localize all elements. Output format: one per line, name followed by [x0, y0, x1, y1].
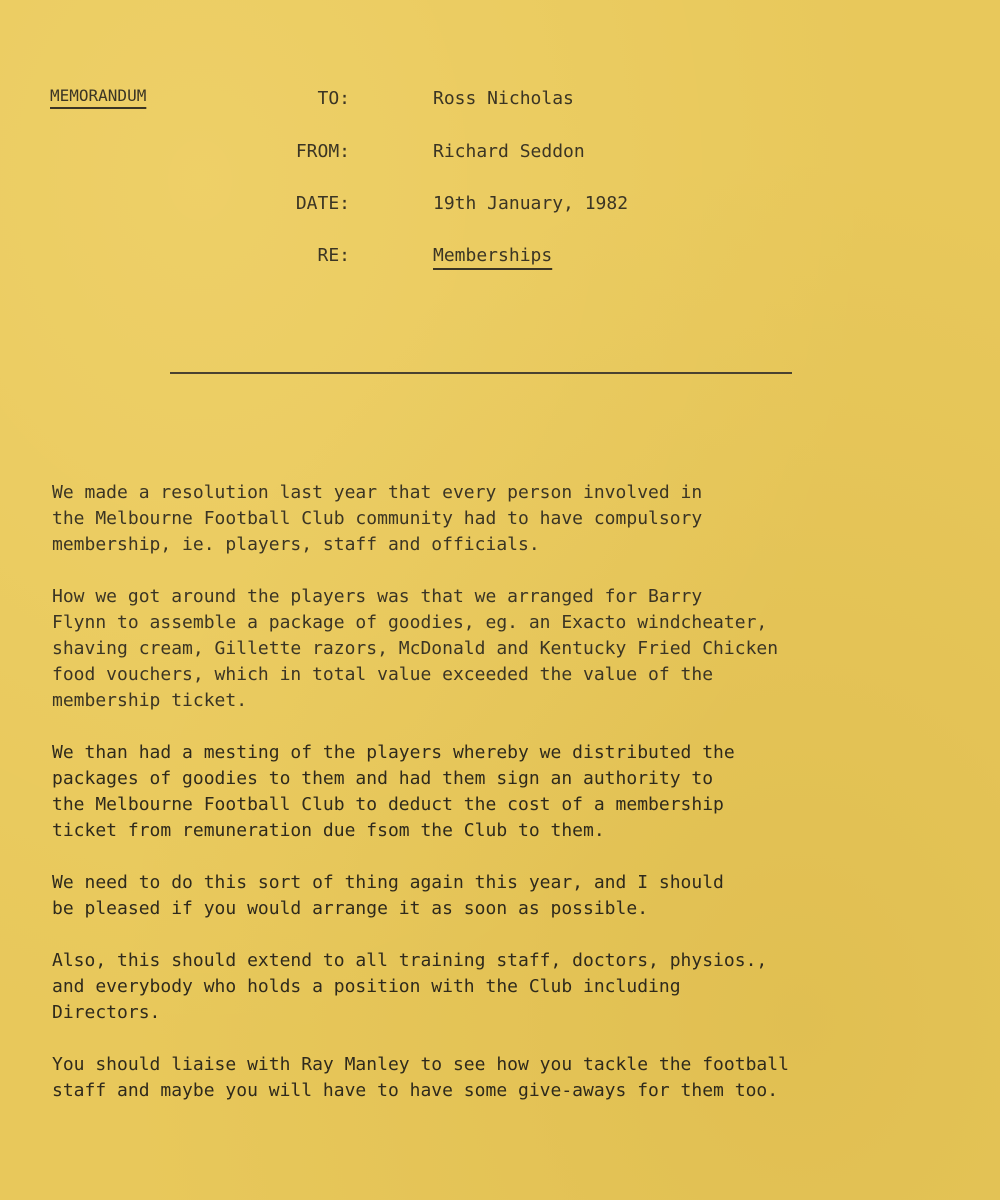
to-value: Ross Nicholas — [433, 88, 574, 109]
date-value: 19th January, 1982 — [433, 193, 629, 214]
re-label: RE: — [317, 245, 350, 266]
paragraph-1 — [52, 480, 982, 558]
date-label: DATE: — [295, 193, 350, 214]
paragraph-line: and everybody who holds a position with the Club including — [52, 976, 681, 997]
paragraph-line: be pleased if you would arrange it as soon as possible. — [52, 898, 649, 919]
memo-title: MEMORANDUM — [50, 86, 147, 105]
re-value: Memberships — [433, 245, 553, 266]
paragraph-2 — [52, 584, 982, 714]
from-value: Richard Seddon — [433, 141, 585, 162]
paragraph-line: We need to do this sort of thing again this year, and I should — [52, 872, 724, 893]
paragraph-line: the Melbourne Football Club to deduct the cost of a membership — [52, 794, 724, 815]
memo-body — [52, 480, 982, 1130]
paragraph-line: We made a resolution last year that every person involved in — [52, 482, 703, 503]
paragraph-line: You should liaise with Ray Manley to see how you tackle the football — [52, 1054, 789, 1075]
paragraph-line: membership ticket. — [52, 690, 248, 711]
paragraph-line: How we got around the players was that we arranged for Barry — [52, 586, 703, 607]
paragraph-6 — [52, 1052, 982, 1104]
paragraph-3 — [52, 740, 982, 844]
paragraph-line: Directors. — [52, 1002, 161, 1023]
paragraph-line: food vouchers, which in total value exceeded the value of the — [52, 664, 714, 685]
paragraph-line: the Melbourne Football Club community had to have compulsory — [52, 508, 703, 529]
from-label: FROM: — [295, 141, 350, 162]
paragraph-line: staff and maybe you will have to have some give-aways for them too. — [52, 1080, 779, 1101]
paragraph-line: ticket from remuneration due fsom the Club to them. — [52, 820, 605, 841]
paragraph-line: We than had a mesting of the players whereby we distributed the — [52, 742, 735, 763]
paragraph-line: shaving cream, Gillette razors, McDonald and Kentucky Fried Chicken — [52, 638, 779, 659]
paragraph-line: packages of goodies to them and had them sign an authority to — [52, 768, 714, 789]
paragraph-4 — [52, 870, 982, 922]
paragraph-line: membership, ie. players, staff and officials. — [52, 534, 540, 555]
paragraph-5 — [52, 948, 982, 1026]
paragraph-line: Flynn to assemble a package of goodies, eg. an Exacto windcheater, — [52, 612, 768, 633]
header-divider — [170, 372, 792, 374]
paragraph-line: Also, this should extend to all training staff, doctors, physios., — [52, 950, 768, 971]
to-label: TO: — [317, 88, 350, 109]
